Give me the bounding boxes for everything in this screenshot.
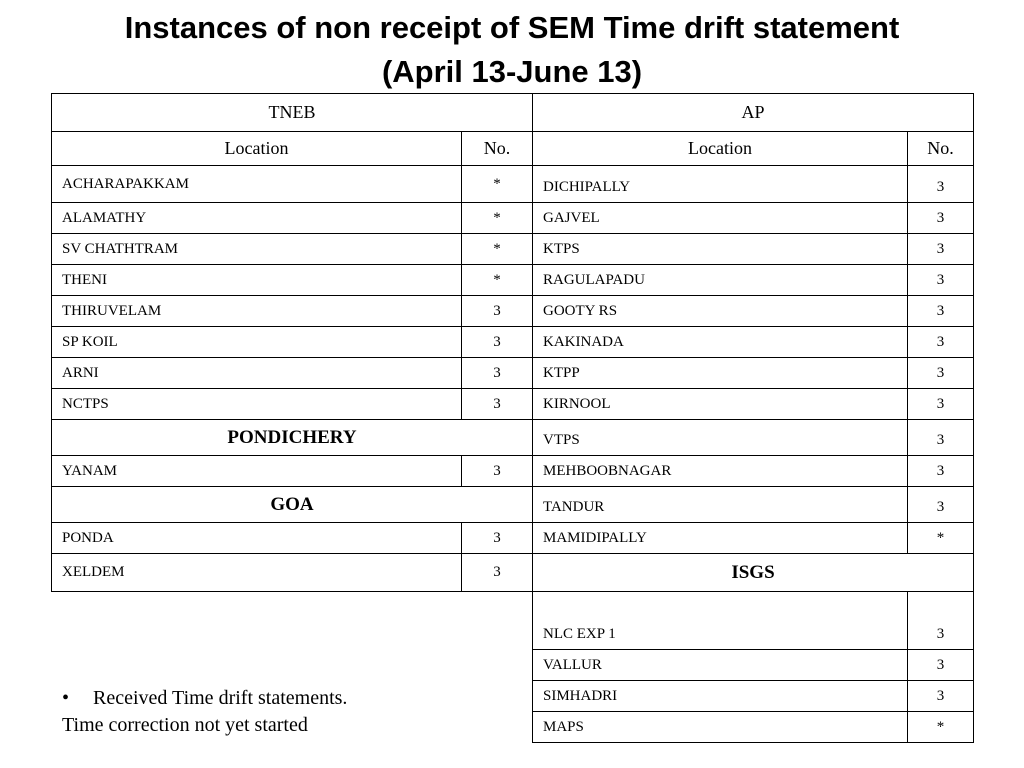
note-text-1: Received Time drift statements. — [93, 687, 348, 709]
table-row-count: 3 — [907, 388, 974, 420]
table-row-count: 3 — [907, 357, 974, 389]
table-row-location: VTPS — [532, 419, 908, 456]
table-row-location: SV CHATHTRAM — [51, 233, 462, 265]
table-row-count: * — [461, 165, 533, 203]
table-row-location: SIMHADRI — [532, 680, 908, 712]
table-row-count: 3 — [907, 649, 974, 681]
status-table — [51, 93, 973, 743]
table-row-location: KIRNOOL — [532, 388, 908, 420]
title-line-1: Instances of non receipt of SEM Time drift statement — [124, 10, 900, 45]
table-row-location: THENI — [51, 264, 462, 296]
table-row-location: MAMIDIPALLY — [532, 522, 908, 554]
table-row-count: 3 — [907, 591, 974, 650]
table-row-location: MAPS — [532, 711, 908, 743]
table-row-location: KTPS — [532, 233, 908, 265]
table-row-location: ALAMATHY — [51, 202, 462, 234]
table-row-location: PONDA — [51, 522, 462, 554]
table-row-location: RAGULAPADU — [532, 264, 908, 296]
table-row-location: NCTPS — [51, 388, 462, 420]
table-row-count: 3 — [907, 419, 974, 456]
note-line-2: Time correction not yet started — [62, 714, 308, 736]
table-row-count: * — [461, 233, 533, 265]
table-row-count: 3 — [461, 522, 533, 554]
table-row-location: NLC EXP 1 — [532, 591, 908, 650]
table-row-count: 3 — [461, 326, 533, 358]
table-row-location: XELDEM — [51, 553, 462, 592]
table-row-location: TANDUR — [532, 486, 908, 523]
table-row-location: KTPP — [532, 357, 908, 389]
table-row-count: 3 — [907, 486, 974, 523]
group-header-tneb: TNEB — [51, 93, 533, 132]
table-row-location: ACHARAPAKKAM — [51, 165, 462, 203]
table-row-count: 3 — [907, 233, 974, 265]
table-row-location: DICHIPALLY — [532, 165, 908, 203]
table-row-count: 3 — [907, 165, 974, 203]
slide-title — [0, 6, 1024, 94]
column-header-location: Location — [51, 131, 462, 166]
table-row-count: 3 — [907, 680, 974, 712]
group-header-ap: AP — [532, 93, 974, 132]
table-row-count: * — [907, 711, 974, 743]
table-row-count: 3 — [461, 388, 533, 420]
title-line-2: (April 13-June 13) — [381, 54, 643, 89]
section-header: GOA — [51, 486, 533, 523]
table-row-count: 3 — [461, 295, 533, 327]
note-line-1 — [62, 684, 347, 712]
table-row-location: SP KOIL — [51, 326, 462, 358]
table-row-count: 3 — [461, 357, 533, 389]
table-row-count: 3 — [461, 455, 533, 487]
table-row-location: MEHBOOBNAGAR — [532, 455, 908, 487]
column-header-location: Location — [532, 131, 908, 166]
section-header: PONDICHERY — [51, 419, 533, 456]
column-header-no: No. — [461, 131, 533, 166]
table-row-location: ARNI — [51, 357, 462, 389]
table-row-count: 3 — [907, 455, 974, 487]
table-row-location: KAKINADA — [532, 326, 908, 358]
section-header: ISGS — [532, 553, 974, 592]
table-row-count: * — [461, 264, 533, 296]
note-bullet: • — [62, 687, 70, 709]
table-row-location: VALLUR — [532, 649, 908, 681]
table-row-location: THIRUVELAM — [51, 295, 462, 327]
table-row-count: * — [907, 522, 974, 554]
column-header-no: No. — [907, 131, 974, 166]
table-row-count: 3 — [907, 264, 974, 296]
table-row-count: * — [461, 202, 533, 234]
table-row-count: 3 — [907, 326, 974, 358]
table-row-count: 3 — [461, 553, 533, 592]
table-row-count: 3 — [907, 202, 974, 234]
table-row-location: YANAM — [51, 455, 462, 487]
table-row-location: GOOTY RS — [532, 295, 908, 327]
table-row-location: GAJVEL — [532, 202, 908, 234]
table-row-count: 3 — [907, 295, 974, 327]
